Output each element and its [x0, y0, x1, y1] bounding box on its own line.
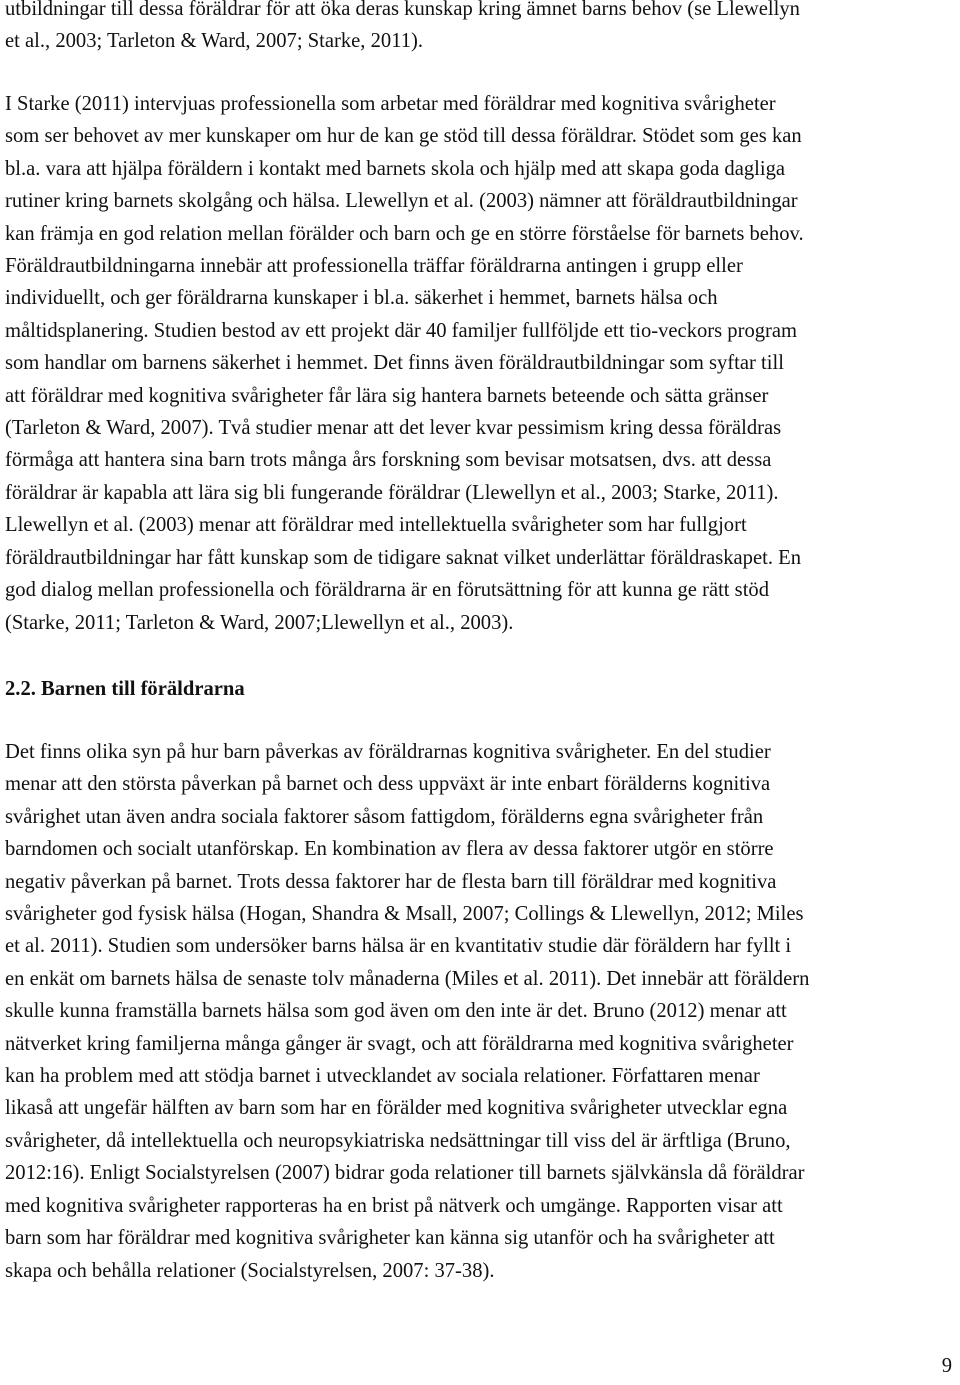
paragraph-intro-continuation: utbildningar till dessa föräldrar för att öka deras kunskap kring ämnet barns behov (se Llewellyn et al., 2003; Tarleton & Ward, 2007; Starke, 2011).	[5, 0, 800, 53]
section-heading: 2.2. Barnen till föräldrarna	[5, 678, 245, 700]
paragraph-children-impact: Det finns olika syn på hur barn påverkas av föräldrarnas kognitiva svårigheter. En del studier menar att den största påverkan på barnet och dess uppväxt är inte enbart förälderns kognitiva svårighet utan även andra sociala faktorer såsom fattigdom, förälderns egna svårigheter från barndomen och socialt utanförskap. En kombination av flera av dessa faktorer utgör en större negativ påverkan på barnet. Trots dessa faktorer har de flesta barn till föräldrar med kognitiva svårigheter god fysisk hälsa (Hogan, Shandra & Msall, 2007; Collings & Llewellyn, 2012; Miles et al. 2011). Studien som undersöker barns hälsa är en kvantitativ studie där föräldern har fyllt i en enkät om barnets hälsa de senaste tolv månaderna (Miles et al. 2011). Det innebär att föräldern skulle kunna framställa barnets hälsa som god även om den inte är det. Bruno (2012) menar att nätverket kring familjerna många gånger är svagt, och att föräldrarna med kognitiva svårigheter kan ha problem med att stödja barnet i utvecklandet av sociala relationer. Författaren menar likaså att ungefär hälften av barn som har en förälder med kognitiva svårigheter utvecklar egna svårigheter, då intellektuella och neuropsykiatriska nedsättningar till viss del är ärftliga (Bruno, 2012:16). Enligt Socialstyrelsen (2007) bidrar goda relationer till barnets självkänsla då föräldrar med kognitiva svårigheter rapporteras ha en brist på nätverk och umgänge. Rapporten visar att barn som har föräldrar med kognitiva svårigheter kan känna sig utanför och ha svårigheter att skapa och behålla relationer (Socialstyrelsen, 2007: 37-38).	[5, 741, 810, 1282]
page-number: 9	[941, 1355, 952, 1377]
paragraph-parent-education: I Starke (2011) intervjuas professionella som arbetar med föräldrar med kognitiva svårigheter som ser behovet av mer kunskaper om hur de kan ge stöd till dessa föräldrar. Stödet som ges kan bl.a. vara att hjälpa föräldern i kontakt med barnets skola och hjälp med att skapa goda dagliga rutiner kring barnets skolgång och hälsa. Llewellyn et al. (2003) nämner att föräldrautbildningar kan främja en god relation mellan förälder och barn och ge en större förståelse för barnets behov. Föräldrautbildningarna innebär att professionella träffar föräldrarna antingen i grupp eller individuellt, och ger föräldrarna kunskaper i bl.a. säkerhet i hemmet, barnets hälsa och måltidsplanering. Studien bestod av ett projekt där 40 familjer fullföljde ett tio-veckors program som handlar om barnens säkerhet i hemmet. Det finns även föräldrautbildningar som syftar till att föräldrar med kognitiva svårigheter får lära sig hantera barnets beteende och sätta gränser (Tarleton & Ward, 2007). Två studier menar att det lever kvar pessimism kring dessa föräldras förmåga att hantera sina barn trots många års forskning som bevisar motsatsen, dvs. att dessa föräldrar är kapabla att lära sig bli fungerande föräldrar (Llewellyn et al., 2003; Starke, 2011). Llewellyn et al. (2003) menar att föräldrar med intellektuella svårigheter som har fullgjort föräldrautbildningar har fått kunskap som de tidigare saknat vilket underlättar föräldraskapet. En god dialog mellan professionella och föräldrarna är en förutsättning för att kunna ge rätt stöd (Starke, 2011; Tarleton & Ward, 2007;Llewellyn et al., 2003).	[5, 93, 804, 634]
